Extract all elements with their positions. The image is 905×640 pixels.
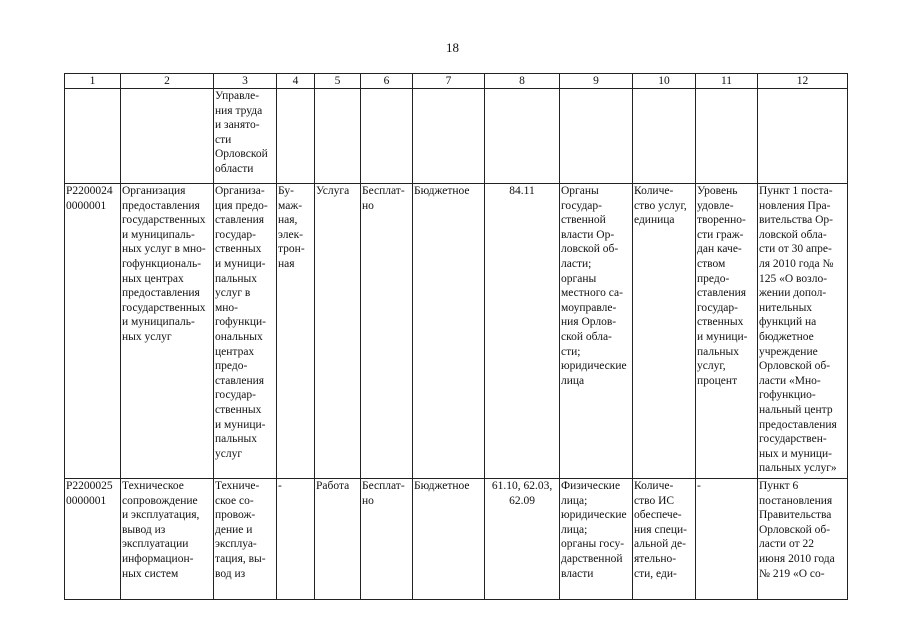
header-cell: 10 (633, 74, 696, 89)
table-cell: Управле- ния труда и занято- сти Орловской области (214, 89, 277, 184)
table-cell: Бесплат- но (361, 184, 413, 479)
header-cell: 4 (277, 74, 315, 89)
table-cell (696, 89, 758, 184)
header-cell: 6 (361, 74, 413, 89)
table-cell (758, 89, 848, 184)
table-row (65, 184, 848, 479)
table-cell: Уровень удовле- творенно- сти граж- дан каче- ством предо- ставления государ- ственных и муници- пальных услуг, процент (696, 184, 758, 479)
table-cell (277, 89, 315, 184)
table-cell: Бу- маж- ная, элек- трон- ная (277, 184, 315, 479)
header-cell: 8 (485, 74, 560, 89)
header-cell: 12 (758, 74, 848, 89)
table-cell: - (696, 479, 758, 600)
table-cell: 84.11 (485, 184, 560, 479)
table-cell: Работа (315, 479, 361, 600)
table-header-row (65, 74, 848, 89)
table-cell (633, 89, 696, 184)
table-cell: Услуга (315, 184, 361, 479)
table-cell: Бюджетное (413, 184, 485, 479)
header-cell: 3 (214, 74, 277, 89)
table-cell (121, 89, 214, 184)
table-cell: Р2200025 0000001 (65, 479, 121, 600)
table-cell: - (277, 479, 315, 600)
header-cell: 2 (121, 74, 214, 89)
table-cell: 61.10, 62.03, 62.09 (485, 479, 560, 600)
header-cell: 9 (560, 74, 633, 89)
table-cell: Органы государ- ственной власти Ор- ловской об- ласти; органы местного са- моуправле- ния Орлов- ской обла- сти; юридические лица (560, 184, 633, 479)
table-cell: Бесплат- но (361, 479, 413, 600)
table-cell: Р2200024 0000001 (65, 184, 121, 479)
table-cell: Бюджетное (413, 479, 485, 600)
document-table (64, 73, 848, 600)
header-cell: 7 (413, 74, 485, 89)
header-cell: 5 (315, 74, 361, 89)
table-cell (413, 89, 485, 184)
table-cell (65, 89, 121, 184)
table-cell: Количе- ство услуг, единица (633, 184, 696, 479)
table-row (65, 89, 848, 184)
header-cell: 1 (65, 74, 121, 89)
table-cell: Количе- ство ИС обеспече- ния специ- альной де- ятельно- сти, еди- (633, 479, 696, 600)
table-cell (485, 89, 560, 184)
table-cell: Техническое сопровождение и эксплуатация, вывод из эксплуатации информацион- ных систем (121, 479, 214, 600)
table-cell: Техниче- ское со- провож- дение и эксплуа- тация, вы- вод из (214, 479, 277, 600)
table-cell (315, 89, 361, 184)
header-cell: 11 (696, 74, 758, 89)
table-cell: Организация предоставления государственных и муниципаль- ных услуг в мно- гофункциональ- ных центрах предоставления государственных и муниципаль- ных услуг (121, 184, 214, 479)
table-row (65, 479, 848, 600)
table-cell: Пункт 1 поста- новления Пра- вительства Ор- ловской обла- сти от 30 апре- ля 2010 года № 125 «О возло- жении допол- нительных функций на бюджетное учреждение Орловской об- ласти «Мно- гофункцио- нальный центр предоставления государствен- ных и муници- пальных услуг» (758, 184, 848, 479)
table-cell (560, 89, 633, 184)
table-cell: Организа- ция предо- ставления государ- ственных и муници- пальных услуг в мно- гофункци- ональных центрах предо- ставления государ- ственных и муници- пальных услуг (214, 184, 277, 479)
table-cell: Физические лица; юридические лица; органы госу- дарственной власти (560, 479, 633, 600)
page-number: 18 (446, 40, 459, 55)
table-cell: Пункт 6 постановления Правительства Орловской об- ласти от 22 июня 2010 года № 219 «О со- (758, 479, 848, 600)
table-cell (361, 89, 413, 184)
